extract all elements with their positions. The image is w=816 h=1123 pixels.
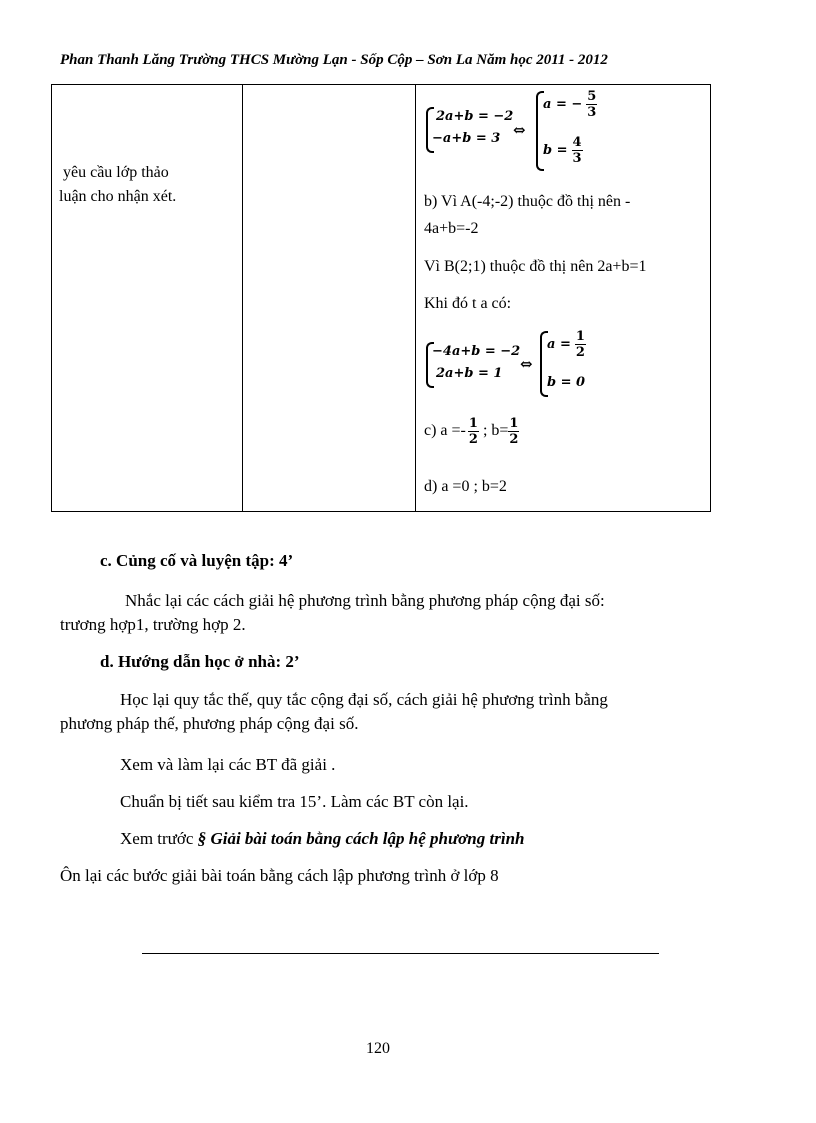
system-a-eq1: 2a+b = −2 (436, 109, 514, 124)
section-d-heading: d. Hướng dẫn học ở nhà: 2’ (100, 652, 300, 671)
section-c-heading: c. Củng cố và luyện tập: 4’ (100, 551, 294, 570)
page-number: 120 (366, 1040, 390, 1057)
system-a-sol-b: b = $\frac{4}{3}$ (543, 135, 582, 166)
system-b-eq2: 2a+b = 1 (436, 366, 503, 381)
equiv-symbol: ⇔ (520, 355, 533, 373)
lesson-table (51, 84, 711, 512)
divider-line (142, 953, 659, 954)
part-b-line-3: Vì B(2;1) thuộc đồ thị nên 2a+b=1 (424, 258, 647, 275)
page-header: Phan Thanh Lăng Trường THCS Mường Lạn - Sốp Cộp – Sơn La Năm học 2011 - 2012 (60, 52, 608, 68)
part-b-line-1: b) Vì A(-4;-2) thuộc đồ thị nên - (424, 193, 631, 210)
section-d-line-2: phương pháp thế, phương pháp cộng đại số. (60, 714, 359, 733)
part-c: c) a =- $\frac{1}{2}$ ; b= $\frac{1}{2}$ (424, 416, 519, 447)
system-b-sol-a: a = $\frac{1}{2}$ (547, 329, 585, 360)
teacher-line-2: luận cho nhận xét. (59, 188, 177, 205)
part-b-line-2: 4a+b=-2 (424, 220, 479, 237)
system-a-eq2: −a+b = 3 (432, 131, 501, 146)
system-b-sol-b: b = 0 (547, 375, 586, 390)
teacher-line-1: yêu cầu lớp thảo (63, 164, 169, 181)
section-c-line-2: trương hợp1, trường hợp 2. (60, 615, 246, 634)
system-a-sol-a: a = − $\frac{5}{3}$ (543, 89, 597, 120)
table-cell-student (243, 85, 416, 512)
next-lesson-title: § Giải bài toán bằng cách lập hệ phương trình (197, 829, 525, 848)
part-b-line-4: Khi đó t a có: (424, 295, 512, 312)
section-d-line-1: Học lại quy tắc thế, quy tắc cộng đại số, cách giải hệ phương trình bằng (120, 690, 608, 709)
part-d: d) a =0 ; b=2 (424, 478, 507, 495)
section-d-line-6: Ôn lại các bước giải bài toán bằng cách lập phương trình ở lớp 8 (60, 866, 499, 885)
section-c-line-1: Nhắc lại các cách giải hệ phương trình bằng phương pháp cộng đại số: (125, 591, 605, 610)
system-b-eq1: −4a+b = −2 (432, 344, 521, 359)
section-d-line-4: Chuẩn bị tiết sau kiểm tra 15’. Làm các BT còn lại. (120, 792, 469, 811)
table-cell-content (416, 85, 711, 512)
table-cell-teacher (52, 85, 243, 512)
equiv-symbol: ⇔ (513, 121, 526, 139)
section-d-line-5: Xem trước § Giải bài toán bằng cách lập hệ phương trình (120, 829, 525, 848)
section-d-line-3: Xem và làm lại các BT đã giải . (120, 755, 336, 774)
